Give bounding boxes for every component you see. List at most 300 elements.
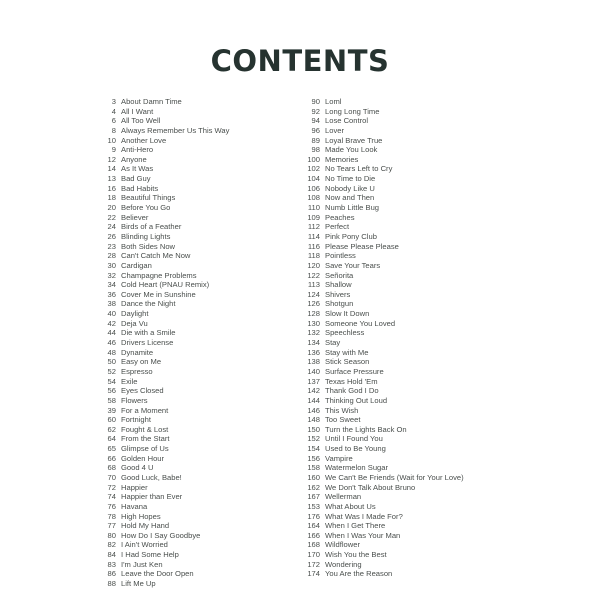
song-title: Turn the Lights Back On xyxy=(325,424,407,434)
contents-entry xyxy=(104,367,294,377)
page-number: 160 xyxy=(307,472,320,482)
song-title: As It Was xyxy=(121,164,154,174)
page-number: 89 xyxy=(311,135,320,145)
song-title: Happier than Ever xyxy=(121,492,183,502)
contents-entry xyxy=(104,193,294,203)
contents-entry xyxy=(300,193,540,203)
contents-entry xyxy=(104,222,294,232)
page-number: 166 xyxy=(307,530,320,540)
page-number: 100 xyxy=(307,154,320,164)
page-number: 24 xyxy=(107,222,116,232)
contents-entry xyxy=(104,569,294,579)
contents-entry xyxy=(104,444,294,454)
contents-entry xyxy=(104,203,294,213)
song-title: Long Long Time xyxy=(325,106,380,116)
page-number: 146 xyxy=(307,405,320,415)
contents-entry xyxy=(300,444,540,454)
song-title: Both Sides Now xyxy=(121,241,176,251)
song-title: Memories xyxy=(325,154,359,164)
song-title: This Wish xyxy=(325,405,359,415)
song-title: Señorita xyxy=(325,270,354,280)
page-number: 65 xyxy=(107,444,116,454)
page-number: 134 xyxy=(307,338,320,348)
page-number: 94 xyxy=(311,116,320,126)
page-number: 36 xyxy=(107,289,116,299)
contents-entry xyxy=(300,319,540,329)
contents-entry xyxy=(300,232,540,242)
contents-entry xyxy=(300,126,540,136)
contents-entry xyxy=(300,338,540,348)
song-title: Vampire xyxy=(325,453,353,463)
song-title: Wondering xyxy=(325,559,362,569)
song-title: Flowers xyxy=(121,395,148,405)
contents-entry xyxy=(300,396,540,406)
song-title: Thinking Out Loud xyxy=(325,395,388,405)
contents-entry xyxy=(104,184,294,194)
page-number: 110 xyxy=(307,203,320,213)
song-title: From the Start xyxy=(121,434,170,444)
song-title: Always Remember Us This Way xyxy=(121,125,230,135)
contents-entry xyxy=(104,415,294,425)
song-title: Please Please Please xyxy=(325,241,399,251)
contents-entry xyxy=(104,406,294,416)
page-number: 88 xyxy=(107,579,116,589)
page-number: 9 xyxy=(111,145,116,155)
contents-entry xyxy=(104,97,294,107)
contents-entry xyxy=(300,97,540,107)
page-number: 109 xyxy=(307,212,320,222)
contents-entry xyxy=(300,377,540,387)
contents-entry xyxy=(300,213,540,223)
song-title: Anyone xyxy=(121,154,147,164)
song-title: Numb Little Bug xyxy=(325,203,380,213)
page-number: 176 xyxy=(307,511,320,521)
song-title: Cold Heart (PNAU Remix) xyxy=(121,280,210,290)
song-title: Stay with Me xyxy=(325,347,369,357)
page-number: 90 xyxy=(311,97,320,106)
song-title: For a Moment xyxy=(121,405,169,415)
contents-entry xyxy=(300,454,540,464)
song-title: Texas Hold 'Em xyxy=(325,376,378,386)
contents-entry xyxy=(104,434,294,444)
contents-entry xyxy=(104,174,294,184)
song-title: Beautiful Things xyxy=(121,193,176,203)
song-title: Surface Pressure xyxy=(325,366,384,376)
contents-entry xyxy=(104,309,294,319)
song-title: Bad Guy xyxy=(121,174,151,184)
page-number: 113 xyxy=(307,280,320,290)
contents-entry xyxy=(300,434,540,444)
song-title: Wish You the Best xyxy=(325,550,387,560)
page-number: 150 xyxy=(307,424,320,434)
contents-entry xyxy=(104,502,294,512)
page-number: 16 xyxy=(107,183,116,193)
song-title: Slow It Down xyxy=(325,309,370,319)
contents-entry xyxy=(300,271,540,281)
contents-entry xyxy=(300,184,540,194)
page-number: 76 xyxy=(107,501,116,511)
contents-entry xyxy=(104,145,294,155)
song-title: Lift Me Up xyxy=(121,579,156,589)
page-number: 156 xyxy=(307,453,320,463)
page-number: 50 xyxy=(107,357,116,367)
page-title: CONTENTS xyxy=(210,44,390,78)
song-title: Cover Me in Sunshine xyxy=(121,289,196,299)
contents-entry xyxy=(104,425,294,435)
page-number: 96 xyxy=(311,125,320,135)
song-title: Loyal Brave True xyxy=(325,135,383,145)
contents-entry xyxy=(300,492,540,502)
contents-entry xyxy=(300,531,540,541)
song-title: When I Get There xyxy=(325,521,386,531)
song-title: Shivers xyxy=(325,289,351,299)
song-title: Die with a Smile xyxy=(121,328,176,338)
contents-entry xyxy=(104,338,294,348)
song-title: Drivers License xyxy=(121,338,174,348)
song-title: Stay xyxy=(325,338,341,348)
contents-entry xyxy=(104,242,294,252)
contents-entry xyxy=(300,483,540,493)
page-number: 164 xyxy=(307,521,320,531)
contents-left-column xyxy=(104,97,294,589)
page-number: 26 xyxy=(107,231,116,241)
page-number: 128 xyxy=(307,309,320,319)
song-title: Shotgun xyxy=(325,299,354,309)
page-number: 154 xyxy=(307,444,320,454)
page-number: 108 xyxy=(307,193,320,203)
song-title: We Don't Talk About Bruno xyxy=(325,482,416,492)
contents-entry xyxy=(300,116,540,126)
contents-entry xyxy=(104,251,294,261)
page-number: 86 xyxy=(107,569,116,579)
page-number: 44 xyxy=(107,328,116,338)
contents-entry xyxy=(104,560,294,570)
page-number: 18 xyxy=(107,193,116,203)
contents-entry xyxy=(104,107,294,117)
page-number: 168 xyxy=(307,540,320,550)
contents-entry xyxy=(300,502,540,512)
page-number: 30 xyxy=(107,260,116,270)
song-title: You Are the Reason xyxy=(325,569,393,579)
contents-entry xyxy=(300,357,540,367)
song-title: No Time to Die xyxy=(325,174,376,184)
song-title: Another Love xyxy=(121,135,167,145)
contents-entry xyxy=(300,242,540,252)
page-number: 46 xyxy=(107,338,116,348)
page-number: 48 xyxy=(107,347,116,357)
song-title: Lose Control xyxy=(325,116,369,126)
song-title: All Too Well xyxy=(121,116,161,126)
page-number: 98 xyxy=(311,145,320,155)
song-title: Glimpse of Us xyxy=(121,444,169,454)
song-title: Made You Look xyxy=(325,145,378,155)
song-title: Blinding Lights xyxy=(121,231,171,241)
page-number: 106 xyxy=(307,183,320,193)
song-title: Stick Season xyxy=(325,357,370,367)
contents-entry xyxy=(300,406,540,416)
contents-entry xyxy=(104,357,294,367)
song-title: Espresso xyxy=(121,366,153,376)
contents-entry xyxy=(300,174,540,184)
contents-entry xyxy=(300,222,540,232)
song-title: Wellerman xyxy=(325,492,362,502)
song-title: Fortnight xyxy=(121,415,151,425)
contents-entry xyxy=(104,473,294,483)
page-number: 38 xyxy=(107,299,116,309)
page-number: 56 xyxy=(107,386,116,396)
contents-entry xyxy=(104,280,294,290)
page-number: 172 xyxy=(307,559,320,569)
contents-entry xyxy=(104,396,294,406)
page-number: 58 xyxy=(107,395,116,405)
page-number: 66 xyxy=(107,453,116,463)
contents-entry xyxy=(104,116,294,126)
song-title: Exile xyxy=(121,376,138,386)
page-number: 64 xyxy=(107,434,116,444)
song-title: I Had Some Help xyxy=(121,550,179,560)
page-number: 136 xyxy=(307,347,320,357)
song-title: We Can't Be Friends (Wait for Your Love) xyxy=(325,472,464,482)
song-title: Daylight xyxy=(121,309,149,319)
contents-entry xyxy=(300,550,540,560)
song-title: I'm Just Ken xyxy=(121,559,163,569)
song-title: Thank God I Do xyxy=(325,386,379,396)
song-title: Save Your Tears xyxy=(325,260,381,270)
page-number: 3 xyxy=(111,97,116,106)
song-title: Someone You Loved xyxy=(325,318,396,328)
contents-entry xyxy=(300,251,540,261)
song-title: Eyes Closed xyxy=(121,386,164,396)
page-number: 144 xyxy=(307,395,320,405)
page-number: 83 xyxy=(107,559,116,569)
song-title: Wildflower xyxy=(325,540,361,550)
song-title: Golden Hour xyxy=(121,453,165,463)
page-number: 4 xyxy=(111,106,116,116)
song-title: Good Luck, Babe! xyxy=(121,472,182,482)
contents-entry xyxy=(104,155,294,165)
page-number: 174 xyxy=(307,569,320,579)
page-number: 52 xyxy=(107,366,116,376)
contents-entry xyxy=(300,155,540,165)
page-number: 39 xyxy=(107,405,116,415)
song-title: Anti-Hero xyxy=(121,145,154,155)
page-number: 130 xyxy=(307,318,320,328)
contents-entry xyxy=(300,145,540,155)
song-title: High Hopes xyxy=(121,511,161,521)
song-title: About Damn Time xyxy=(121,97,182,106)
page-number: 80 xyxy=(107,530,116,540)
page-number: 20 xyxy=(107,203,116,213)
contents-entry xyxy=(104,328,294,338)
page-number: 138 xyxy=(307,357,320,367)
song-title: Too Sweet xyxy=(325,415,361,425)
song-title: Fought & Lost xyxy=(121,424,169,434)
song-title: Shallow xyxy=(325,280,352,290)
contents-entry xyxy=(300,367,540,377)
contents-entry xyxy=(300,386,540,396)
page-number: 54 xyxy=(107,376,116,386)
contents-entry xyxy=(300,473,540,483)
contents-entry xyxy=(104,232,294,242)
page-number: 104 xyxy=(307,174,320,184)
song-title: Champagne Problems xyxy=(121,270,197,280)
contents-entry xyxy=(104,136,294,146)
page-number: 122 xyxy=(307,270,320,280)
page-number: 82 xyxy=(107,540,116,550)
contents-entry xyxy=(104,213,294,223)
page-number: 102 xyxy=(307,164,320,174)
song-title: Hold My Hand xyxy=(121,521,170,531)
song-title: Happier xyxy=(121,482,148,492)
contents-entry xyxy=(300,164,540,174)
page-number: 153 xyxy=(307,501,320,511)
song-title: Used to Be Young xyxy=(325,444,386,454)
page-number: 170 xyxy=(307,550,320,560)
song-title: Pointless xyxy=(325,251,356,261)
song-title: Watermelon Sugar xyxy=(325,463,389,473)
contents-entry xyxy=(104,261,294,271)
page-number: 158 xyxy=(307,463,320,473)
song-title: Can't Catch Me Now xyxy=(121,251,191,261)
page-number: 148 xyxy=(307,415,320,425)
song-title: Pink Pony Club xyxy=(325,231,377,241)
contents-entry xyxy=(300,290,540,300)
contents-entry xyxy=(300,521,540,531)
contents-entry xyxy=(104,290,294,300)
contents-entry xyxy=(300,280,540,290)
song-title: How Do I Say Goodbye xyxy=(121,530,201,540)
song-title: Dynamite xyxy=(121,347,154,357)
contents-entry xyxy=(104,550,294,560)
contents-entry xyxy=(300,299,540,309)
page-number: 132 xyxy=(307,328,320,338)
song-title: When I Was Your Man xyxy=(325,530,401,540)
song-title: Easy on Me xyxy=(121,357,162,367)
page-number: 14 xyxy=(107,164,116,174)
page-number: 72 xyxy=(107,482,116,492)
song-title: Now and Then xyxy=(325,193,375,203)
page-number: 112 xyxy=(307,222,320,232)
page-number: 40 xyxy=(107,309,116,319)
page-number: 10 xyxy=(107,135,116,145)
song-title: All I Want xyxy=(121,106,154,116)
page-number: 137 xyxy=(307,376,320,386)
contents-right-column xyxy=(300,97,540,579)
contents-entry xyxy=(104,319,294,329)
contents-entry xyxy=(104,348,294,358)
page-number: 42 xyxy=(107,318,116,328)
contents-entry xyxy=(300,328,540,338)
song-title: Deja Vu xyxy=(121,318,148,328)
song-title: Dance the Night xyxy=(121,299,176,309)
contents-entry xyxy=(300,309,540,319)
contents-entry xyxy=(104,540,294,550)
contents-entry xyxy=(104,521,294,531)
page-number: 118 xyxy=(307,251,320,261)
page-number: 120 xyxy=(307,260,320,270)
song-title: Speechless xyxy=(325,328,365,338)
page-number: 114 xyxy=(307,231,320,241)
contents-entry xyxy=(104,377,294,387)
page-number: 23 xyxy=(107,241,116,251)
page-number: 84 xyxy=(107,550,116,560)
page-number: 124 xyxy=(307,289,320,299)
song-title: Good 4 U xyxy=(121,463,154,473)
page-number: 140 xyxy=(307,366,320,376)
song-title: What About Us xyxy=(325,501,376,511)
page-number: 68 xyxy=(107,463,116,473)
page-number: 60 xyxy=(107,415,116,425)
page-number: 92 xyxy=(311,106,320,116)
contents-entry xyxy=(300,512,540,522)
song-title: Nobody Like U xyxy=(325,183,375,193)
contents-entry xyxy=(104,454,294,464)
contents-entry xyxy=(104,126,294,136)
page-number: 12 xyxy=(107,154,116,164)
contents-entry xyxy=(300,560,540,570)
page-number: 6 xyxy=(111,116,116,126)
page-number: 142 xyxy=(307,386,320,396)
contents-entry xyxy=(104,531,294,541)
page-number: 167 xyxy=(307,492,320,502)
song-title: Perfect xyxy=(325,222,350,232)
song-title: Peaches xyxy=(325,212,355,222)
contents-entry xyxy=(300,415,540,425)
page-number: 126 xyxy=(307,299,320,309)
page-number: 70 xyxy=(107,472,116,482)
page-number: 116 xyxy=(307,241,320,251)
song-title: Leave the Door Open xyxy=(121,569,194,579)
contents-entry xyxy=(300,569,540,579)
contents-entry xyxy=(300,348,540,358)
contents-entry xyxy=(104,463,294,473)
song-title: Loml xyxy=(325,97,342,106)
song-title: Before You Go xyxy=(121,203,171,213)
song-title: Bad Habits xyxy=(121,183,159,193)
page-number: 78 xyxy=(107,511,116,521)
page-number: 13 xyxy=(107,174,116,184)
contents-entry xyxy=(104,483,294,493)
contents-entry xyxy=(104,299,294,309)
song-title: I Ain't Worried xyxy=(121,540,168,550)
contents-entry xyxy=(300,203,540,213)
song-title: Havana xyxy=(121,501,148,511)
contents-entry xyxy=(104,492,294,502)
page-number: 32 xyxy=(107,270,116,280)
song-title: Believer xyxy=(121,212,149,222)
page-number: 28 xyxy=(107,251,116,261)
song-title: Lover xyxy=(325,125,344,135)
contents-entry xyxy=(300,107,540,117)
contents-entry xyxy=(104,512,294,522)
page-number: 77 xyxy=(107,521,116,531)
song-title: No Tears Left to Cry xyxy=(325,164,393,174)
contents-entry xyxy=(104,579,294,589)
page-number: 74 xyxy=(107,492,116,502)
song-title: What Was I Made For? xyxy=(325,511,403,521)
contents-entry xyxy=(104,164,294,174)
contents-entry xyxy=(104,386,294,396)
page-number: 34 xyxy=(107,280,116,290)
contents-entry xyxy=(300,463,540,473)
page-number: 8 xyxy=(111,125,116,135)
song-title: Birds of a Feather xyxy=(121,222,182,232)
page-number: 152 xyxy=(307,434,320,444)
contents-entry xyxy=(104,271,294,281)
song-title: Cardigan xyxy=(121,260,152,270)
page-number: 22 xyxy=(107,212,116,222)
contents-entry xyxy=(300,540,540,550)
